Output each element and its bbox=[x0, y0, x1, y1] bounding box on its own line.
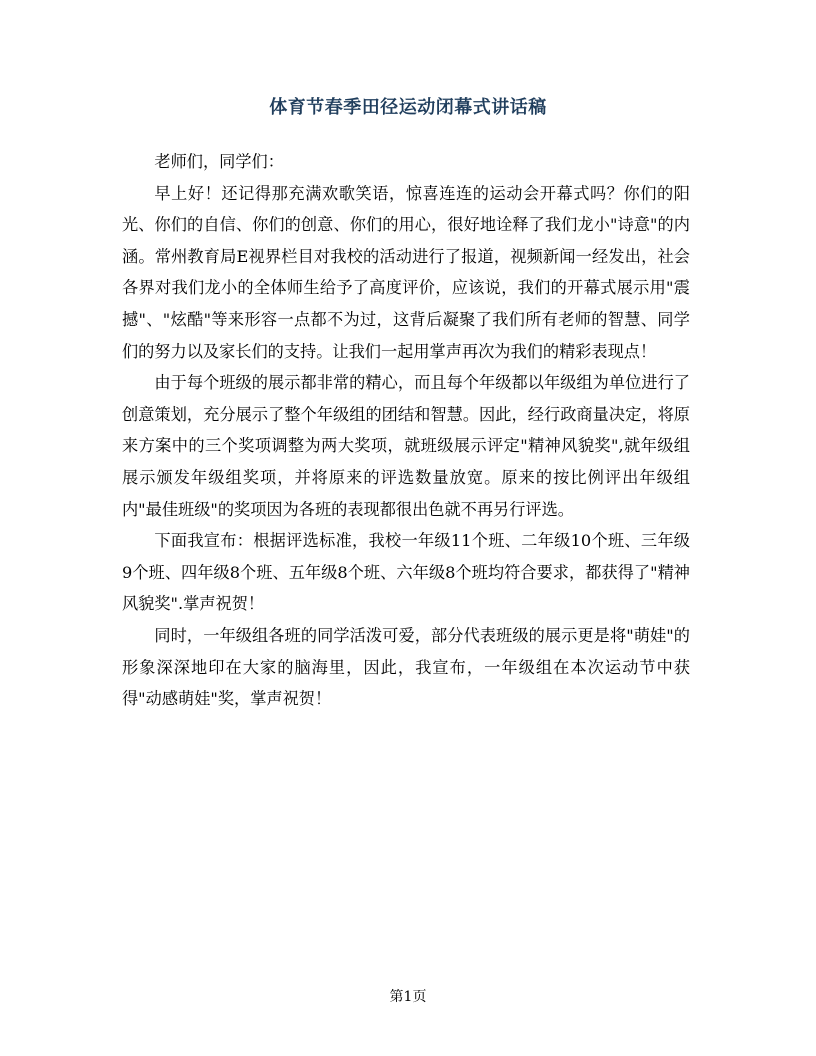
document-body bbox=[122, 146, 690, 715]
paragraph-awards-adjustment: 由于每个班级的展示都非常的精心，而且每个年级都以年级组为单位进行了创意策划，充分展示了整个年级组的团结和智慧。因此，经行政商量决定，将原来方案中的三个奖项调整为两大奖项，就班级展示评定"精神风貌奖",就年级组展示颁发年级组奖项，并将原来的评选数量放宽。原来的按比例评出年级组内"最佳班级"的奖项因为各班的表现都很出色就不再另行评选。 bbox=[122, 373, 690, 519]
document-title: 体育节春季田径运动闭幕式讲话稿 bbox=[269, 97, 547, 118]
paragraph-opening: 早上好！还记得那充满欢歌笑语，惊喜连连的运动会开幕式吗？你们的阳光、你们的自信、你们的创意、你们的用心，很好地诠释了我们龙小"诗意"的内涵。常州教育局E视界栏目对我校的活动进行了报道，视频新闻一经发出，社会各界对我们龙小的全体师生给予了高度评价，应该说，我们的开幕式展示用"震撼"、"炫酷"等来形容一点都不为过，这背后凝聚了我们所有老师的智慧、同学们的努力以及家长们的支持。让我们一起用掌声再次为我们的精彩表现点！ bbox=[122, 183, 690, 361]
paragraph-announcement: 下面我宣布：根据评选标准，我校一年级11个班、二年级10个班、三年级9个班、四年级8个班、五年级8个班、六年级8个班均符合要求，都获得了"精神风貌奖".掌声祝贺！ bbox=[122, 531, 690, 614]
paragraph-grade-one-award: 同时，一年级组各班的同学活泼可爱，部分代表班级的展示更是将"萌娃"的形象深深地印在大家的脑海里，因此，我宣布，一年级组在本次运动节中获得"动感萌娃"奖，掌声祝贺！ bbox=[122, 625, 690, 709]
paragraph-salutation: 老师们，同学们： bbox=[154, 152, 284, 171]
page-number: 第1页 bbox=[389, 989, 427, 1005]
